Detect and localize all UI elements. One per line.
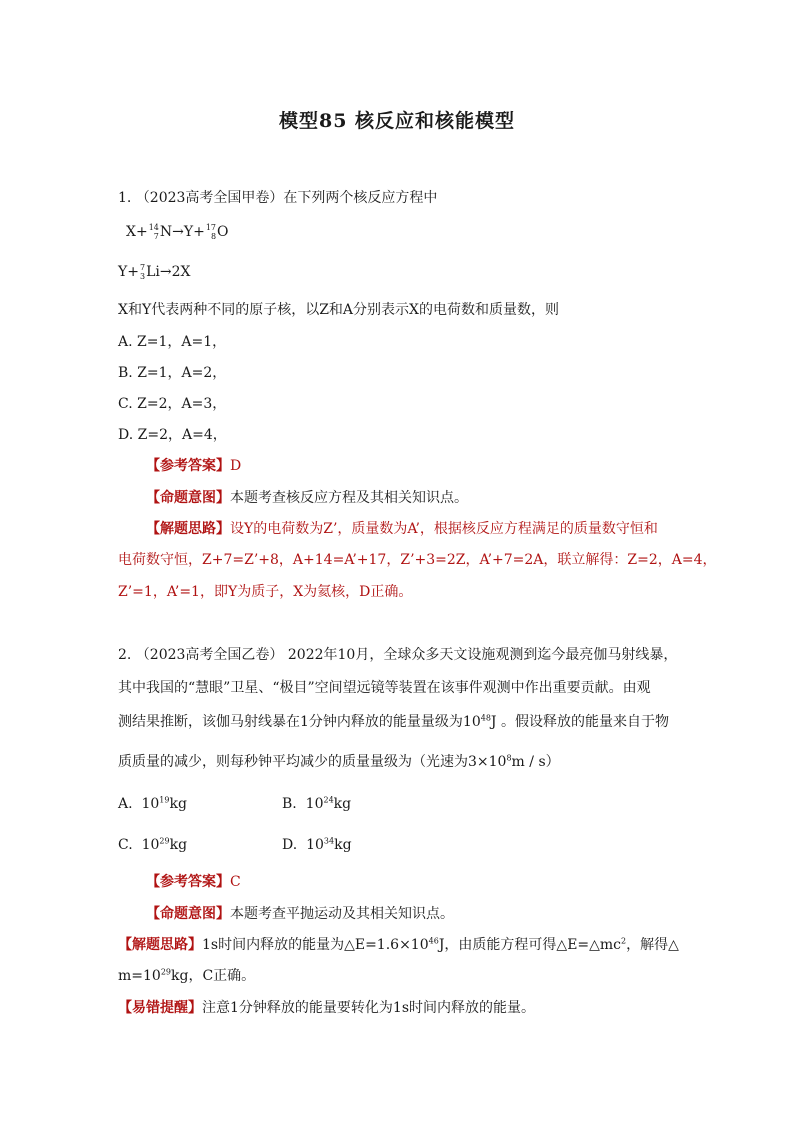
q2-line-1: 2. （2023高考全国乙卷） 2022年10月，全球众多天文设施观测到迄今最亮伽马射线暴，	[118, 647, 678, 663]
q1-option-c: C. Z=2，A=3，	[118, 396, 227, 412]
q1-option-b: B. Z=1，A=2，	[118, 365, 227, 381]
q2-option-b: B. $10^{24}kg$	[282, 795, 352, 812]
q1-question: X和Y代表两种不同的原子核，以Z和A分别表示X的电荷数和质量数，则	[118, 302, 560, 318]
q1-intent: 【命题意图】本题考查核反应方程及其相关知识点。	[146, 490, 468, 506]
q2-line-4: 质质量的减少，则每秒钟平均减少的质量量级为（光速为$3\times 10^8m / s$）	[118, 753, 560, 770]
q1-solution-line-2: 电荷数守恒，Z+7=Z’+8，A+14=A’+17，Z’+3=2Z，A’+7=2A，联立解得：Z=2，A=4，	[118, 552, 717, 568]
q1-option-d: D. Z=2，A=4，	[118, 427, 227, 443]
q2-solution-line-2: $m=10^{29}kg$，C正确。	[118, 967, 256, 984]
q1-stem: 1. （2023高考全国甲卷）在下列两个核反应方程中	[118, 190, 438, 206]
q2-line-3: 测结果推断，该伽马射线暴在1分钟内释放的能量量级为$10^{48}J$ 。假设释放的能量来自于物	[118, 713, 669, 730]
q1-solution-line-1: 【解题思路】设Y的电荷数为Z’，质量数为A’，根据核反应方程满足的质量数守恒和	[146, 521, 658, 537]
q2-option-d: D. $10^{34}kg$	[282, 836, 352, 853]
q1-answer-label: 【参考答案】	[146, 458, 230, 474]
q2-intent: 【命题意图】本题考查平抛运动及其相关知识点。	[146, 906, 454, 922]
q2-option-a: A. $10^{19}kg$	[118, 795, 187, 812]
q2-answer: 【参考答案】C	[146, 874, 241, 890]
q2-option-c: C. $10^{29}kg$	[118, 836, 188, 853]
q1-solution-line-3: Z’=1，A’=1，即Y为质子，X为氦核，D正确。	[118, 584, 413, 600]
q2-error-tip: 【易错提醒】注意1分钟释放的能量要转化为1s时间内释放的能量。	[118, 1000, 535, 1016]
q2-line-2: 其中我国的“慧眼”卫星、“极目”空间望远镜等装置在该事件观测中作出重要贡献。由观	[118, 680, 651, 696]
q1-equation-1: X+ 14 7 N→Y+ 17 8 O	[126, 223, 229, 241]
q1-option-a: A. Z=1，A=1，	[118, 334, 227, 350]
q1-answer: 【参考答案】D	[146, 458, 242, 474]
page-title: 模型85 核反应和核能模型	[278, 110, 516, 132]
q2-answer-label: 【参考答案】	[146, 874, 230, 890]
q1-equation-2: Y+ 7 3 Li→2X	[118, 263, 191, 281]
q2-solution-line-1: 【解题思路】1s时间内释放的能量为$\triangle E=1.6\times 10^{46}J$，由质能方程可得$\triangle E=\triangle mc^2$，解得△	[118, 936, 679, 953]
